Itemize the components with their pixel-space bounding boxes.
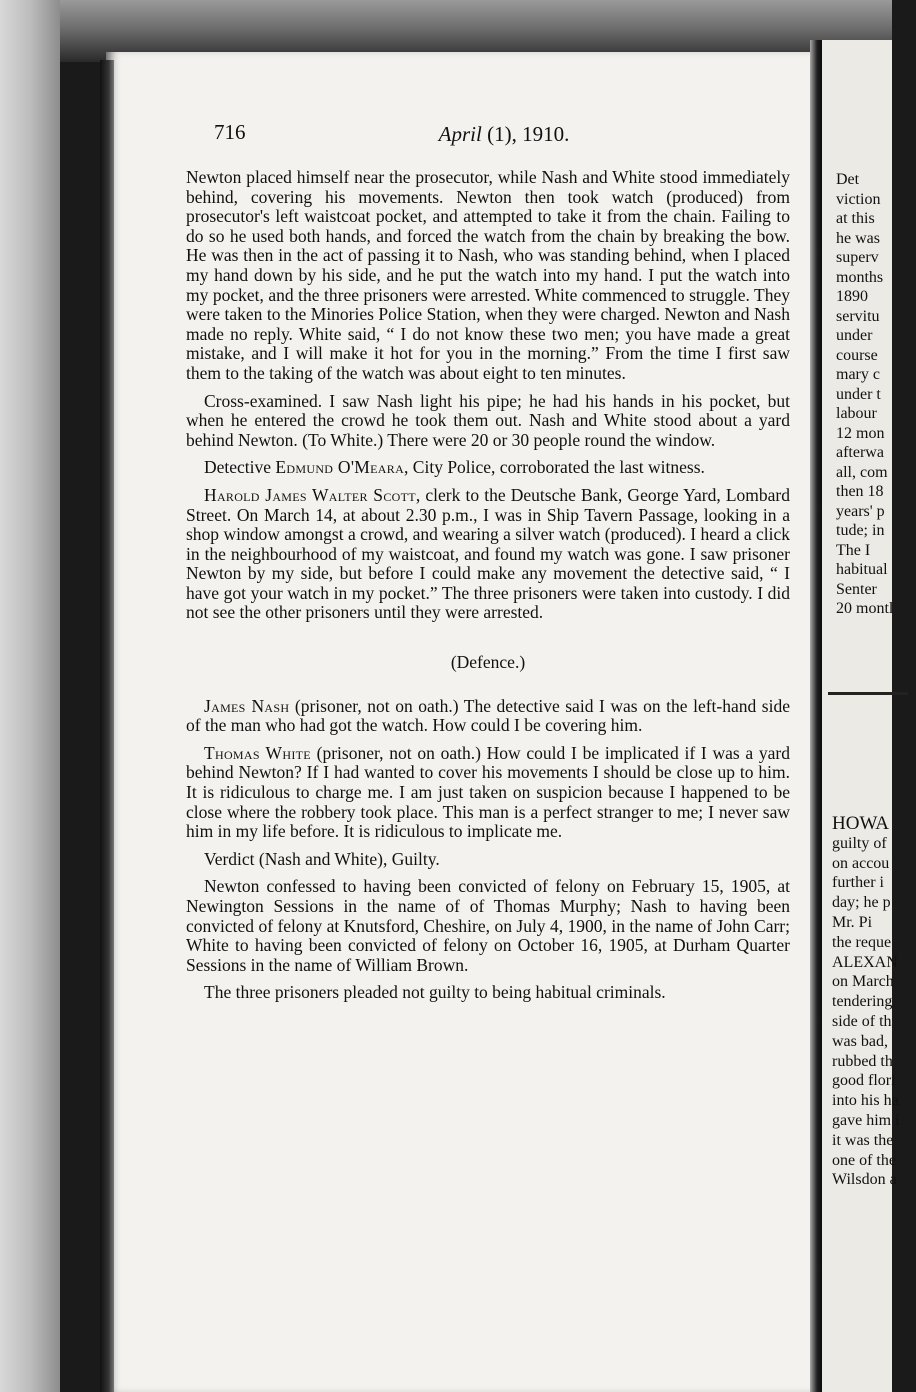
facing-page-line: servitu [836,307,880,325]
text-nash-rest: (prisoner, not on oath.) The detective said I was on the left-hand side of the man who had got the watch. How could I be covering him. [186,695,790,736]
defence-heading: (Defence.) [450,652,526,673]
paragraph-plea: The three prisoners pleaded not guilty to being habitual criminals. [204,982,666,1003]
text-white-rest: (prisoner, not on oath.) How could I be implicated if I was a yard behind Newton? If I had wanted to cover his movements I should be close up to him. It is ridiculous to charge me. I am just taken on suspicion because I happened to be close where the robbery took place. This man is a perfect stranger to me; I never saw him in my life before. It is ridiculous to implicate me. [186,742,791,842]
facing-page-line: afterwa [836,444,884,461]
facing-page-line: at this [836,210,875,227]
facing-page-line: mary c [836,366,880,383]
facing-page-line: side of th [832,1012,892,1030]
facing-page-line: 20 montl [836,600,894,617]
facing-page-line: Det [836,171,860,188]
facing-page-line: habitual [836,561,888,578]
facing-page-line: Senter [836,580,877,598]
page-binding-edge [100,60,114,1392]
paragraph-cross-examined: Cross-examined. I saw Nash light his pipe; he had his hands in his pocket, but when he entered the crowd he took them out. Nash and White stood about a yard behind Newton. (To White.) There were 20 or 30 people round the window. [186,390,790,450]
page-body [186,168,790,1011]
witness-name-scott: Harold James Walter Scott [204,484,416,505]
facing-page-line: further i [832,874,884,892]
facing-page-line: then 18 [836,483,884,500]
text-detective: Detective [204,457,276,478]
facing-page-line: The I [836,541,871,559]
facing-page-line: into his ha [832,1092,899,1110]
witness-name-omeara: Edmund O'Meara [275,457,405,478]
facing-page-line: under [836,327,873,344]
facing-page-line: gave him i [832,1111,900,1129]
facing-page-line: all, com [836,463,888,481]
facing-page-line: guilty of [832,834,887,852]
facing-page-line: on March [832,973,894,991]
facing-page-line: rubbed th [832,1052,893,1070]
facing-page-line: Mr. Pi [832,913,873,931]
facing-page-line: HOWA [832,813,889,834]
running-head-date: (1), 1910. [481,122,570,146]
facing-page-line: tendering [832,993,893,1011]
text-scott-rest: , clerk to the Deutsche Bank, George Yard, Lombard Street. On March 14, at about 2.30 p.m., I was in Ship Tavern Passage, looking in a shop window amongst a crowd, and wearing a silver watch (produced). I heard a click in the neighbourhood of my waistcoat, and found my watch was gone. I saw prisoner Newton by my side, but before I could make any movement the detective said, “ I have got your watch in my pocket.” The three prisoners were taken into custody. I did not see the other prisoners until they were arrested. [186,484,790,623]
facing-page-line: good flori [832,1072,896,1090]
facing-page-line: the reque [832,933,892,951]
facing-page-line: Wilsdon a [832,1171,897,1189]
facing-page-rule [828,692,908,695]
paragraph-omeara [186,458,790,478]
paragraph-white [186,744,790,842]
facing-page-line: he was [836,229,880,247]
facing-page-upper-text [836,170,916,619]
facing-page-line: under t [836,385,881,403]
running-head [214,122,794,147]
facing-page-line: months [836,268,884,286]
scan-background-left [0,0,60,1392]
facing-page-line: on accou [832,854,890,872]
facing-page-line: one of the [832,1151,896,1169]
facing-page-line: tude; in [836,522,885,539]
prisoner-name-white: Thomas White [204,742,311,763]
running-head-month: April [438,122,482,146]
facing-page-line: labour [836,405,877,422]
prisoner-name-nash: James Nash [204,695,290,716]
facing-page-line: ALEXAN [832,953,898,971]
facing-page-line: course [836,346,878,364]
facing-page-line: years' p [836,502,885,520]
facing-page-lower-text [832,814,912,1190]
facing-page-line: superv [836,249,879,266]
paragraph-nash [186,697,790,736]
paragraph-testimony-continued: Newton placed himself near the prosecutor, while Nash and White stood immediately behind, covering his movements. Newton then took watch (produced) from prosecutor's left waistcoat pocket, and attempted to take it from the chain. Failing to do so he used both hands, and forced the watch from the chain by breaking the bow. He was then in the act of passing it to Nash, who was standing behind, when I placed my hand down by his side, and he put the watch into my hand. I put the watch into my pocket, and the three prisoners were arrested. White commenced to struggle. They were taken to the Minories Police Station, when they were charged. Newton and Nash made no reply. White said, “ I do not know these two men; you have made a great mistake, and I will make it hot for you in the morning.” From the time I first saw them to the taking of the watch was about eight to ten minutes. [186,167,790,383]
facing-page-line: 12 mon [836,424,885,442]
page-header [214,120,794,154]
page-number: 716 [214,120,246,144]
facing-page-line: 1890 [836,288,868,305]
facing-page-line: it was the [832,1131,894,1149]
facing-page-edge [822,40,900,1392]
paragraph-scott [186,486,790,623]
facing-page-line: was bad, [832,1032,888,1050]
paragraph-verdict: Verdict (Nash and White), Guilty. [204,848,440,869]
facing-page-line: viction [836,190,881,208]
facing-page-line: day; he p [832,894,891,912]
paragraph-confessions: Newton confessed to having been convicted of felony on February 15, 1905, at Newington Sessions in the name of of Thomas Murphy; Nash to having been convicted of felony at Knutsford, Cheshire, on July 4, 1900, in the name of John Carr; White to having been convicted of felony on October 16, 1905, at Durham Quarter Sessions in the name of William Brown. [186,876,790,975]
text-omeara-rest: , City Police, corroborated the last witness. [404,457,705,478]
